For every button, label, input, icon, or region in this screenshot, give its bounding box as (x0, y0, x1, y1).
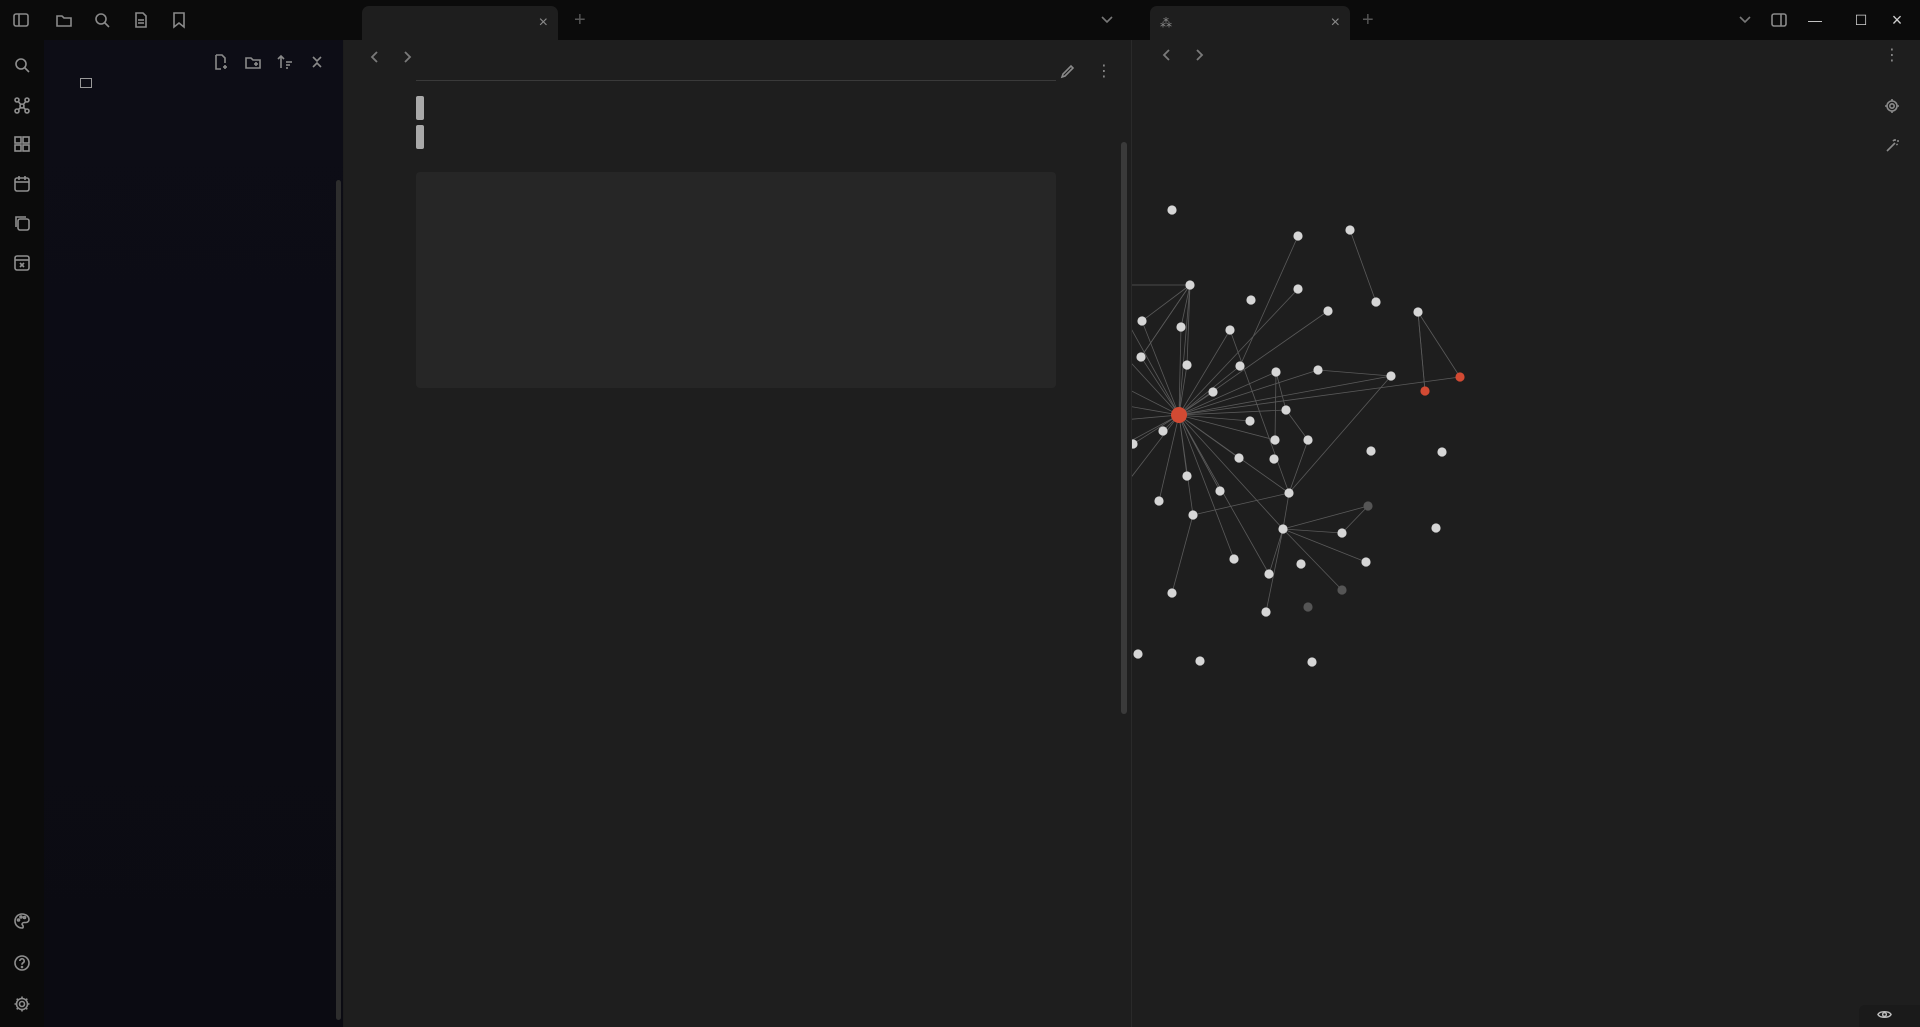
minimize-icon[interactable]: — (1808, 12, 1822, 28)
new-tab-icon[interactable]: + (574, 9, 586, 31)
close-window-icon[interactable]: × (1891, 9, 1903, 30)
graph-node[interactable] (1386, 371, 1395, 380)
new-folder-icon[interactable] (245, 54, 263, 72)
graph-node[interactable] (1269, 454, 1278, 463)
partial-folder-item[interactable] (80, 78, 100, 90)
more-options-icon[interactable]: ⋮ (1884, 47, 1900, 64)
graph-edge (1142, 285, 1190, 321)
graph-edge (1179, 415, 1289, 493)
chevron-down-icon[interactable] (1100, 12, 1114, 26)
canvas-icon[interactable] (11, 133, 33, 155)
forward-arrow-icon[interactable] (400, 50, 416, 66)
code-block[interactable] (416, 172, 1056, 388)
highlighted-text (416, 125, 424, 149)
bookmark-icon[interactable] (168, 9, 190, 31)
editor-pane (344, 40, 1132, 1027)
file-icon[interactable] (130, 9, 152, 31)
graph-node[interactable] (1208, 387, 1217, 396)
sort-icon[interactable] (277, 54, 295, 72)
graph-node[interactable] (1337, 585, 1346, 594)
template-icon[interactable] (11, 252, 33, 274)
graph-node[interactable] (1281, 405, 1290, 414)
graph-edge (1283, 506, 1368, 529)
graph-edge (1275, 372, 1276, 440)
eye-icon[interactable] (1877, 1007, 1892, 1025)
graph-edge (1132, 415, 1179, 484)
note-content (416, 76, 1056, 428)
graph-node[interactable] (1136, 352, 1145, 361)
graph-node-current[interactable] (1171, 407, 1187, 423)
graph-node[interactable] (1323, 306, 1332, 315)
highlighted-text (416, 96, 424, 120)
graph-node[interactable] (1154, 496, 1163, 505)
tab-graph-view[interactable] (1150, 6, 1350, 40)
right-sidebar-toggle-icon[interactable] (1768, 9, 1790, 31)
back-arrow-icon[interactable] (368, 50, 384, 66)
copy-icon[interactable] (11, 212, 33, 234)
graph-node[interactable] (1293, 231, 1302, 240)
graph-edge (1283, 529, 1342, 590)
graph-node[interactable] (1270, 435, 1279, 444)
graph-node[interactable] (1215, 486, 1224, 495)
graph-node[interactable] (1229, 554, 1238, 563)
editor-scrollbar[interactable] (1121, 142, 1127, 714)
graph-node[interactable] (1284, 488, 1293, 497)
graph-canvas[interactable] (1132, 40, 1920, 1000)
graph-edge (1286, 410, 1308, 440)
edit-pencil-icon[interactable] (1060, 64, 1078, 82)
graph-node[interactable] (1234, 453, 1243, 462)
graph-node[interactable] (1296, 559, 1305, 568)
graph-node[interactable] (1420, 386, 1429, 395)
graph-edge (1133, 415, 1179, 444)
sidebar-toggle-icon[interactable] (10, 9, 32, 31)
graph-edge (1289, 440, 1308, 493)
search-icon[interactable] (91, 9, 113, 31)
chevron-down-icon[interactable] (1738, 12, 1752, 26)
graph-node[interactable] (1132, 439, 1138, 448)
collapse-all-icon[interactable] (309, 54, 327, 72)
graph-node[interactable] (1366, 446, 1375, 455)
new-note-icon[interactable] (213, 54, 231, 72)
graph-edge (1230, 330, 1289, 493)
heading-1 (416, 76, 1056, 81)
tab-lorem-ipsum[interactable] (362, 6, 558, 40)
graph-edge (1179, 330, 1230, 415)
graph-node[interactable] (1182, 471, 1191, 480)
graph-node[interactable] (1437, 447, 1446, 456)
status-bar (1859, 1005, 1920, 1027)
graph-edge (1269, 529, 1283, 574)
graph-edge (1318, 370, 1391, 376)
calendar-icon[interactable] (11, 173, 33, 195)
graph-node[interactable] (1293, 284, 1302, 293)
graph-node[interactable] (1303, 435, 1312, 444)
graph-edge (1418, 312, 1425, 391)
help-icon[interactable] (11, 952, 33, 974)
graph-node[interactable] (1261, 607, 1270, 616)
graph-edge (1283, 529, 1366, 562)
graph-node[interactable] (1185, 280, 1194, 289)
graph-node[interactable] (1413, 307, 1422, 316)
sidebar-actions (213, 54, 327, 72)
highlight-block (416, 94, 1056, 152)
graph-node[interactable] (1361, 557, 1370, 566)
left-ribbon (0, 40, 44, 1027)
graph-node[interactable] (1278, 524, 1287, 533)
graph-node[interactable] (1371, 297, 1380, 306)
graph-node[interactable] (1264, 569, 1273, 578)
graph-node[interactable] (1195, 656, 1204, 665)
file-explorer-sidebar (44, 40, 344, 1027)
graph-edge (1132, 415, 1179, 458)
settings-gear-icon[interactable] (11, 993, 33, 1015)
search-icon[interactable] (11, 54, 33, 76)
graph-edge (1350, 230, 1376, 302)
close-icon[interactable]: × (1330, 14, 1340, 31)
graph-node[interactable] (1188, 510, 1197, 519)
graph-edge (1179, 415, 1269, 574)
graph-node[interactable] (1137, 316, 1146, 325)
maximize-icon[interactable]: ☐ (1854, 11, 1868, 28)
graph-node[interactable] (1176, 322, 1185, 331)
graph-edge (1418, 312, 1460, 377)
graph-node[interactable] (1158, 426, 1167, 435)
graph-icon: ⁂ (1160, 16, 1172, 30)
graph-node[interactable] (1307, 657, 1316, 666)
graph-node[interactable] (1245, 416, 1254, 425)
graph-node[interactable] (1167, 205, 1176, 214)
graph-node[interactable] (1337, 528, 1346, 537)
graph-edge (1132, 285, 1179, 415)
graph-node[interactable] (1345, 225, 1354, 234)
graph-node[interactable] (1303, 602, 1312, 611)
graph-node[interactable] (1133, 649, 1142, 658)
graph-edge (1142, 321, 1179, 415)
close-icon[interactable]: × (538, 14, 548, 31)
graph-edge (1342, 506, 1368, 533)
graph-edge (1179, 311, 1328, 415)
graph-node[interactable] (1363, 501, 1372, 510)
graph-icon[interactable] (11, 94, 33, 116)
graph-edge (1132, 375, 1179, 415)
graph-edge (1276, 372, 1286, 410)
graph-node[interactable] (1235, 361, 1244, 370)
palette-icon[interactable] (11, 910, 33, 932)
graph-node[interactable] (1455, 372, 1464, 381)
graph-node[interactable] (1246, 295, 1255, 304)
folder-icon[interactable] (53, 9, 75, 31)
new-tab-icon[interactable]: + (1362, 9, 1374, 31)
graph-edge (1193, 493, 1289, 515)
graph-node[interactable] (1225, 325, 1234, 334)
graph-edge (1283, 493, 1289, 529)
graph-edge (1179, 415, 1193, 515)
graph-node[interactable] (1182, 360, 1191, 369)
graph-node[interactable] (1431, 523, 1440, 532)
title-bar (0, 0, 1920, 40)
sidebar-scrollbar[interactable] (336, 180, 341, 1020)
graph-edge (1172, 515, 1193, 593)
more-options-icon[interactable]: ⋮ (1096, 63, 1112, 80)
graph-view-pane (1132, 40, 1920, 1027)
graph-node[interactable] (1313, 365, 1322, 374)
editor-header (344, 40, 1132, 78)
graph-node[interactable] (1167, 588, 1176, 597)
graph-node[interactable] (1271, 367, 1280, 376)
